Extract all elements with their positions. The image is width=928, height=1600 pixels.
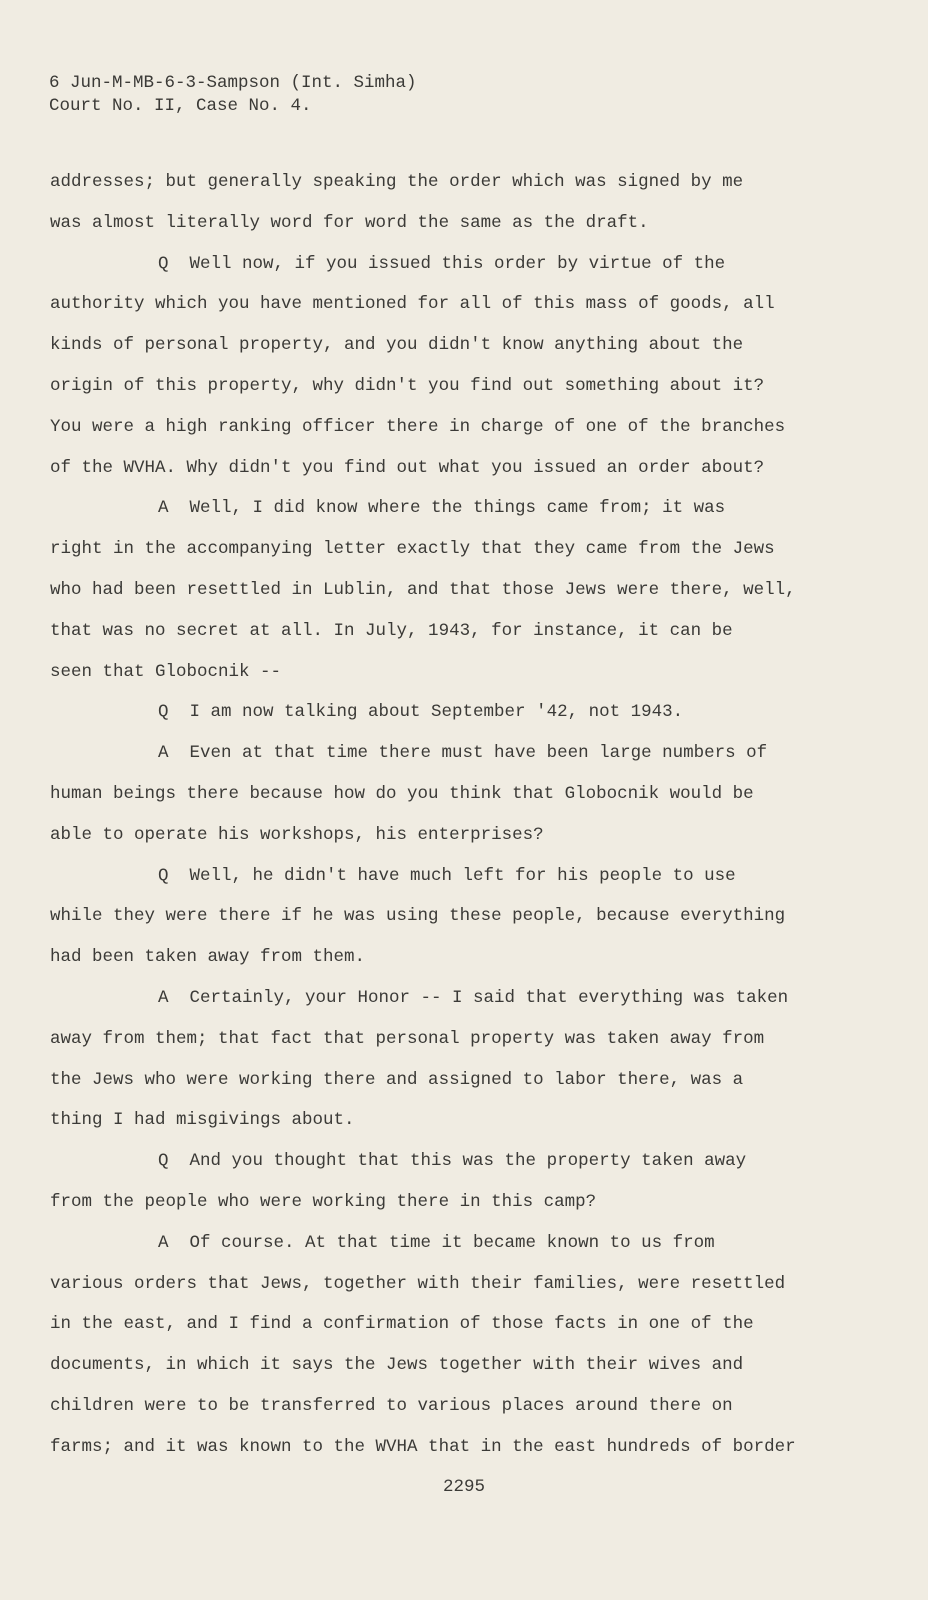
document-header (49, 72, 417, 118)
text-line: human beings there because how do you think that Globocnik would be (50, 783, 754, 804)
text-line: kinds of personal property, and you didn't know anything about the (50, 335, 744, 356)
text-line: right in the accompanying letter exactly that they came from the Jews (50, 539, 775, 560)
question-line: Q Well now, if you issued this order by virtue of the (158, 253, 726, 274)
answer-line: A Even at that time there must have been large numbers of (158, 743, 768, 764)
answer-line: A Certainly, your Honor -- I said that everything was taken (158, 987, 789, 1008)
text-line: was almost literally word for word the same as the draft. (50, 212, 649, 233)
question-line: Q I am now talking about September '42, not 1943. (158, 702, 684, 723)
text-line: while they were there if he was using these people, because everything (50, 906, 786, 927)
question-line: Q Well, he didn't have much left for his people to use (158, 865, 736, 886)
text-line: that was no secret at all. In July, 1943, for instance, it can be (50, 620, 733, 641)
text-line: thing I had misgivings about. (50, 1110, 355, 1131)
text-line: able to operate his workshops, his enterprises? (50, 824, 544, 845)
text-line: children were to be transferred to various places around there on (50, 1395, 733, 1416)
answer-line: A Well, I did know where the things came from; it was (158, 498, 726, 519)
text-line: in the east, and I find a confirmation of those facts in one of the (50, 1314, 754, 1335)
text-line: farms; and it was known to the WVHA that in the east hundreds of border (50, 1436, 796, 1457)
page-number: 2295 (442, 1477, 485, 1497)
text-line: various orders that Jews, together with their families, were resettled (50, 1273, 786, 1294)
text-line: authority which you have mentioned for all of this mass of goods, all (50, 294, 775, 315)
transcript-body (50, 170, 870, 1476)
text-line: the Jews who were working there and assigned to labor there, was a (50, 1069, 744, 1090)
header-line-2: Court No. II, Case No. 4. (49, 96, 312, 116)
text-line: seen that Globocnik -- (50, 661, 282, 682)
text-line: of the WVHA. Why didn't you find out what you issued an order about? (50, 457, 765, 478)
question-line: Q And you thought that this was the property taken away (158, 1151, 747, 1172)
text-line: documents, in which it says the Jews together with their wives and (50, 1355, 744, 1376)
text-line: You were a high ranking officer there in charge of one of the branches (50, 416, 786, 437)
header-line-1: 6 Jun-M-MB-6-3-Sampson (Int. Simha) (49, 73, 417, 93)
text-line: who had been resettled in Lublin, and that those Jews were there, well, (50, 579, 796, 600)
text-line: origin of this property, why didn't you find out something about it? (50, 375, 765, 396)
text-line: had been taken away from them. (50, 947, 366, 968)
answer-line: A Of course. At that time it became known to us from (158, 1232, 715, 1253)
text-line: away from them; that fact that personal property was taken away from (50, 1028, 765, 1049)
text-line: from the people who were working there in this camp? (50, 1191, 597, 1212)
text-line: addresses; but generally speaking the order which was signed by me (50, 172, 744, 192)
